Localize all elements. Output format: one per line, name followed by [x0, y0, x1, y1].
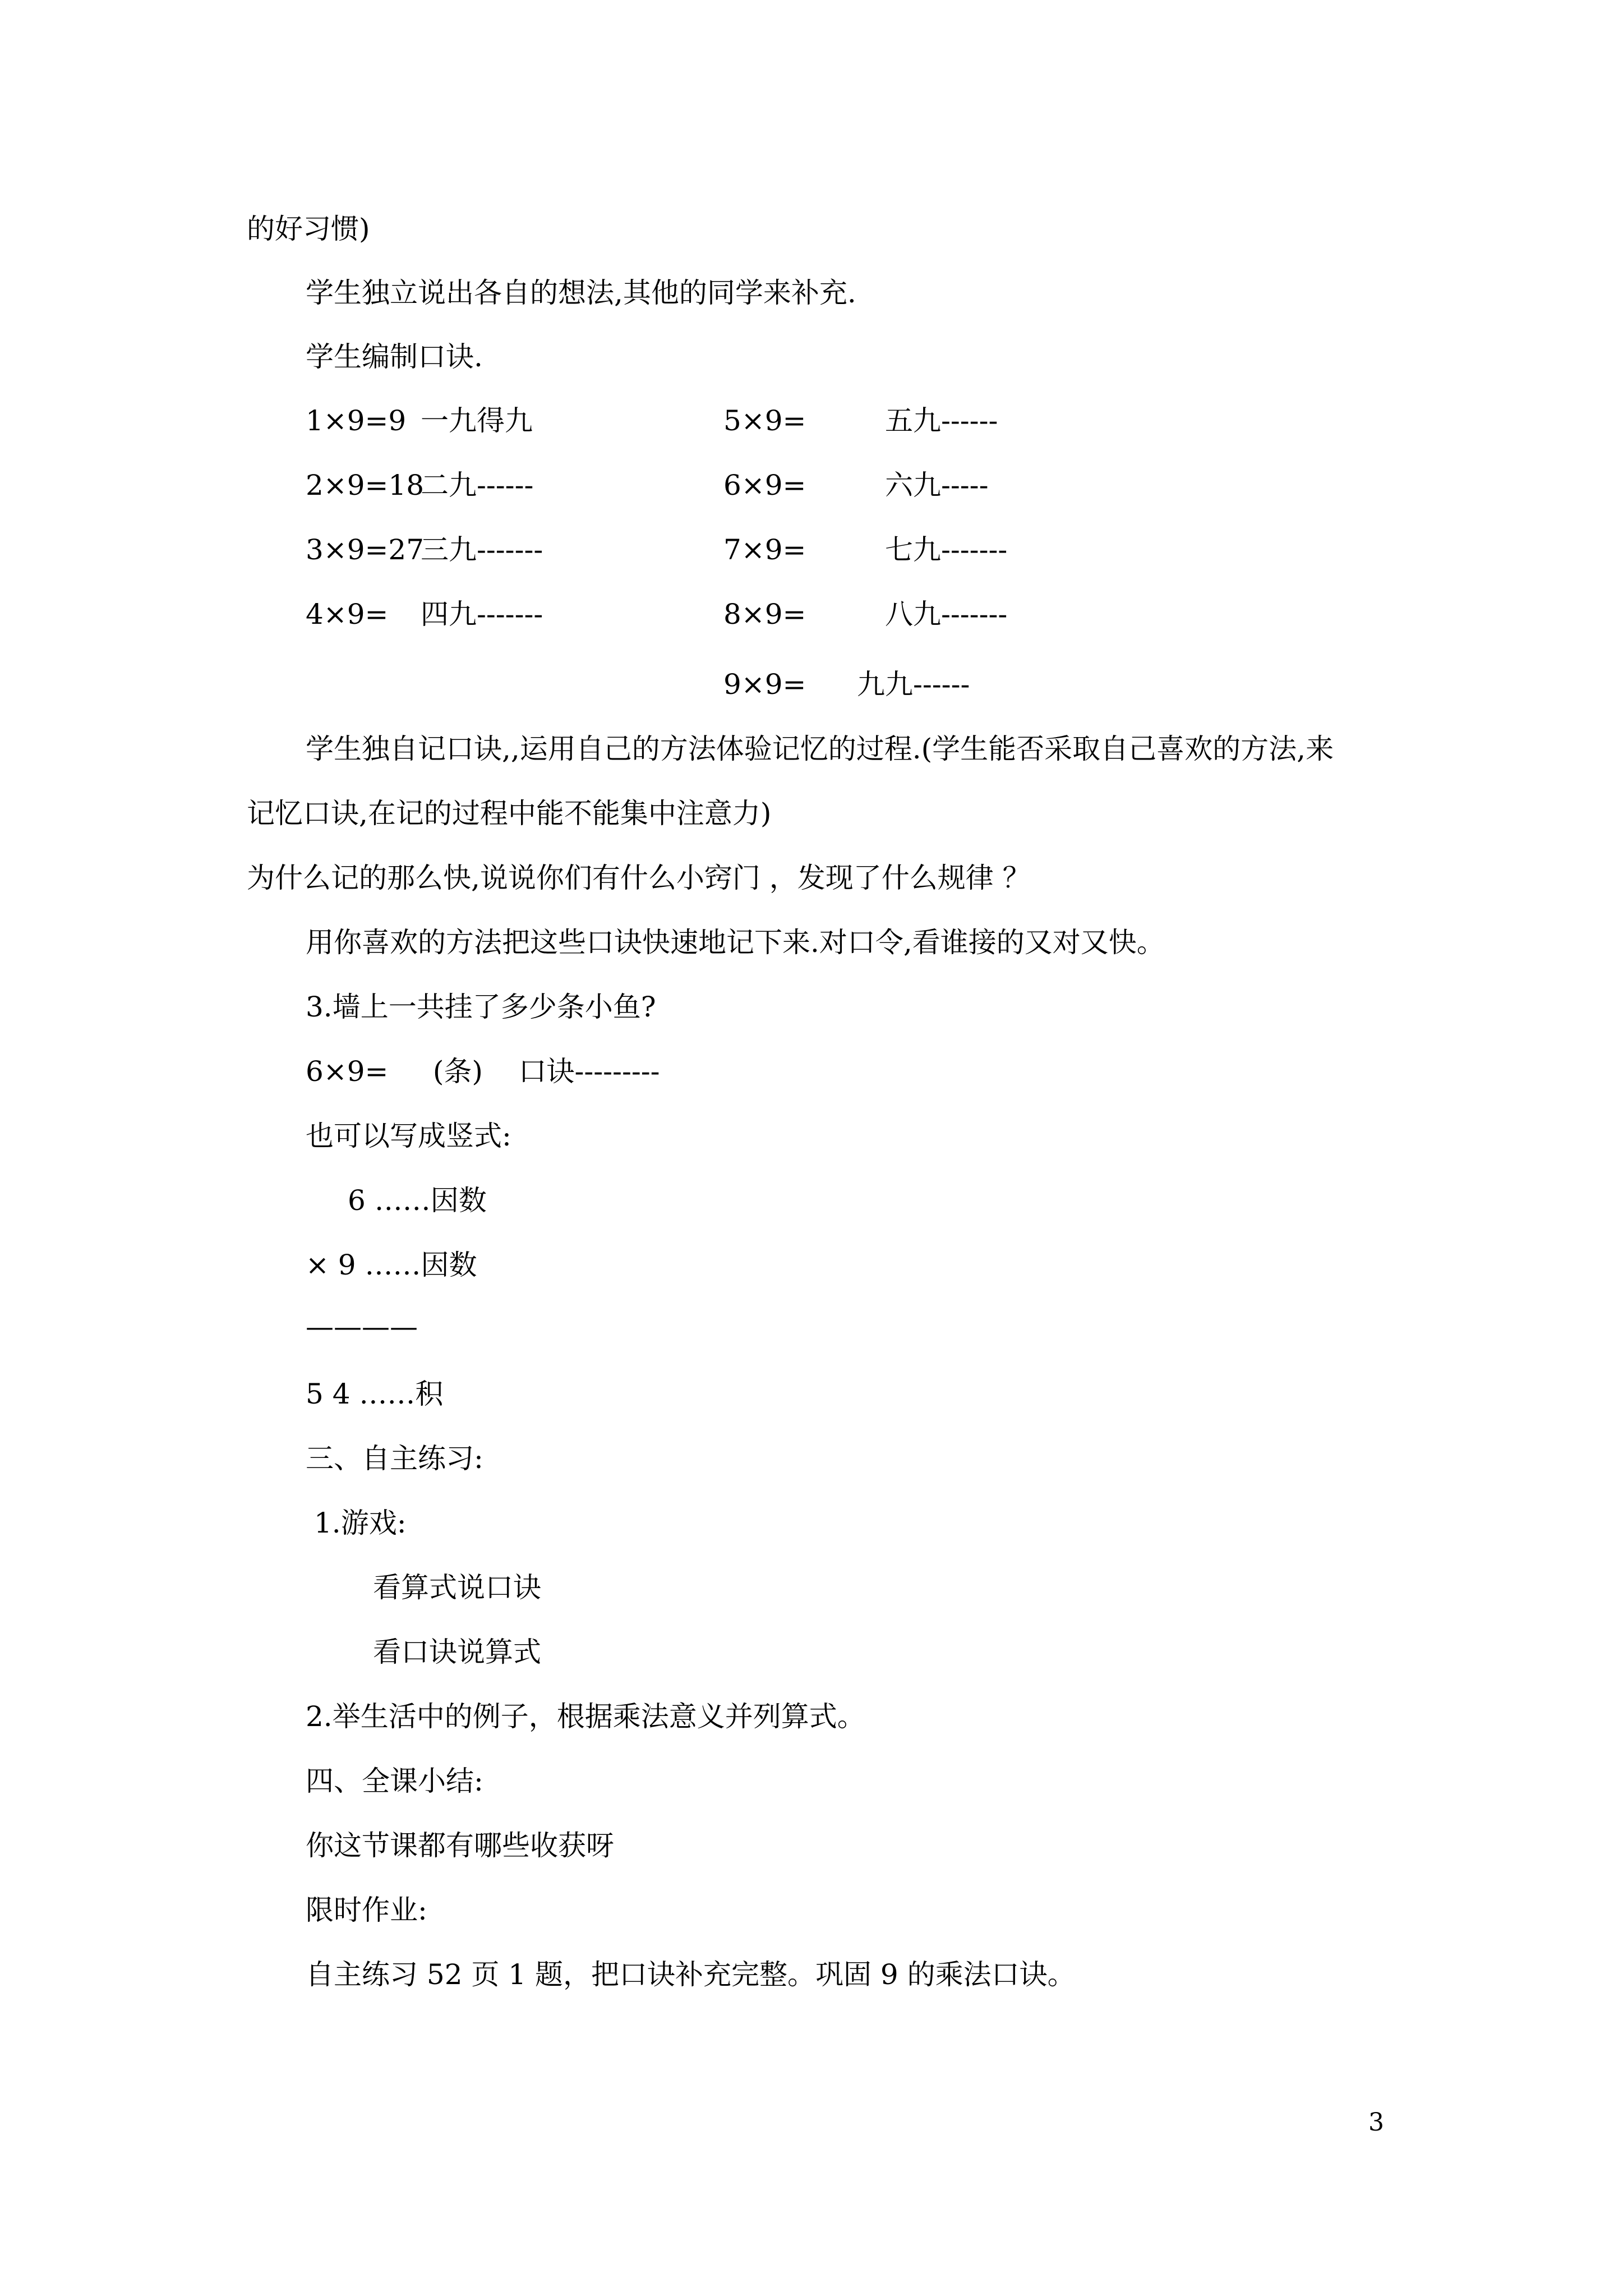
- practice-item-2: 2.举生活中的例子，根据乘法意义并列算式。: [306, 1700, 865, 1733]
- homework-text: 自主练习 52 页 1 题，把口诀补充完整。巩固 9 的乘法口诀。: [306, 1958, 1076, 1991]
- section-heading-practice: 三、自主练习:: [306, 1442, 483, 1475]
- kouju-expr: 4×9=: [306, 598, 389, 631]
- kouju-rhyme: 六九-----: [885, 469, 989, 501]
- intro-line-3: 学生编制口诀.: [306, 341, 483, 373]
- vertical-intro: 也可以写成竖式:: [306, 1120, 511, 1152]
- kouju-rhyme: 七九-------: [885, 533, 1008, 566]
- section-heading-summary: 四、全课小结:: [306, 1765, 483, 1797]
- kouju-rhyme: 三九-------: [421, 533, 543, 566]
- question-line: 为什么记的那么快,说说你们有什么小窍门 ，发现了什么规律 ？: [247, 862, 1031, 894]
- page-number: 3: [1368, 2108, 1384, 2137]
- game-item-2: 看口诀说算式: [373, 1636, 541, 1668]
- vertical-factor-2: × 9 ……因数: [306, 1249, 477, 1281]
- kouju-expr: 6×9=: [723, 469, 806, 501]
- kouju-rhyme: 四九-------: [421, 598, 543, 631]
- kouju-rhyme: 九九------: [857, 668, 970, 701]
- vertical-product: 5 4 ……积: [306, 1378, 444, 1410]
- game-item-1: 看算式说口诀: [373, 1571, 541, 1604]
- game-line: 用你喜欢的方法把这些口诀快速地记下来.对口令,看谁接的又对又快。: [306, 926, 1165, 959]
- vertical-factor-1: 6 ……因数: [348, 1184, 487, 1217]
- kouju-rhyme: 二九------: [421, 469, 534, 501]
- summary-question: 你这节课都有哪些收获呀: [306, 1829, 614, 1862]
- kouju-expr: 8×9=: [723, 598, 806, 631]
- kouju-expr: 2×9=18: [306, 469, 425, 501]
- kouju-expr: 5×9=: [723, 404, 806, 437]
- kouju-rhyme: 五九------: [885, 404, 998, 437]
- homework-label: 限时作业:: [306, 1894, 427, 1926]
- kouju-expr: 7×9=: [723, 533, 806, 566]
- vertical-rule: ————: [306, 1310, 418, 1343]
- kouju-expr: 3×9=27: [306, 533, 425, 566]
- kouju-rhyme: 八九-------: [885, 598, 1008, 631]
- kouju-expr: 1×9=9: [306, 404, 407, 437]
- kouju-rhyme: 一九得九: [421, 404, 533, 437]
- intro-line-2: 学生独立说出各自的想法,其他的同学来补充.: [306, 277, 856, 309]
- fish-equation: 6×9= (条) 口诀---------: [306, 1055, 660, 1088]
- fish-question: 3.墙上一共挂了多少条小鱼?: [306, 991, 656, 1023]
- intro-line-1: 的好习惯): [247, 213, 370, 245]
- memorize-paragraph-line-2: 记忆口诀,在记的过程中能不能集中注意力): [247, 797, 772, 830]
- memorize-paragraph-line-1: 学生独自记口诀,,运用自己的方法体验记忆的过程.(学生能否采取自己喜欢的方法,来: [306, 733, 1334, 765]
- kouju-expr: 9×9=: [723, 668, 806, 701]
- practice-item-1: 1.游戏:: [314, 1507, 407, 1539]
